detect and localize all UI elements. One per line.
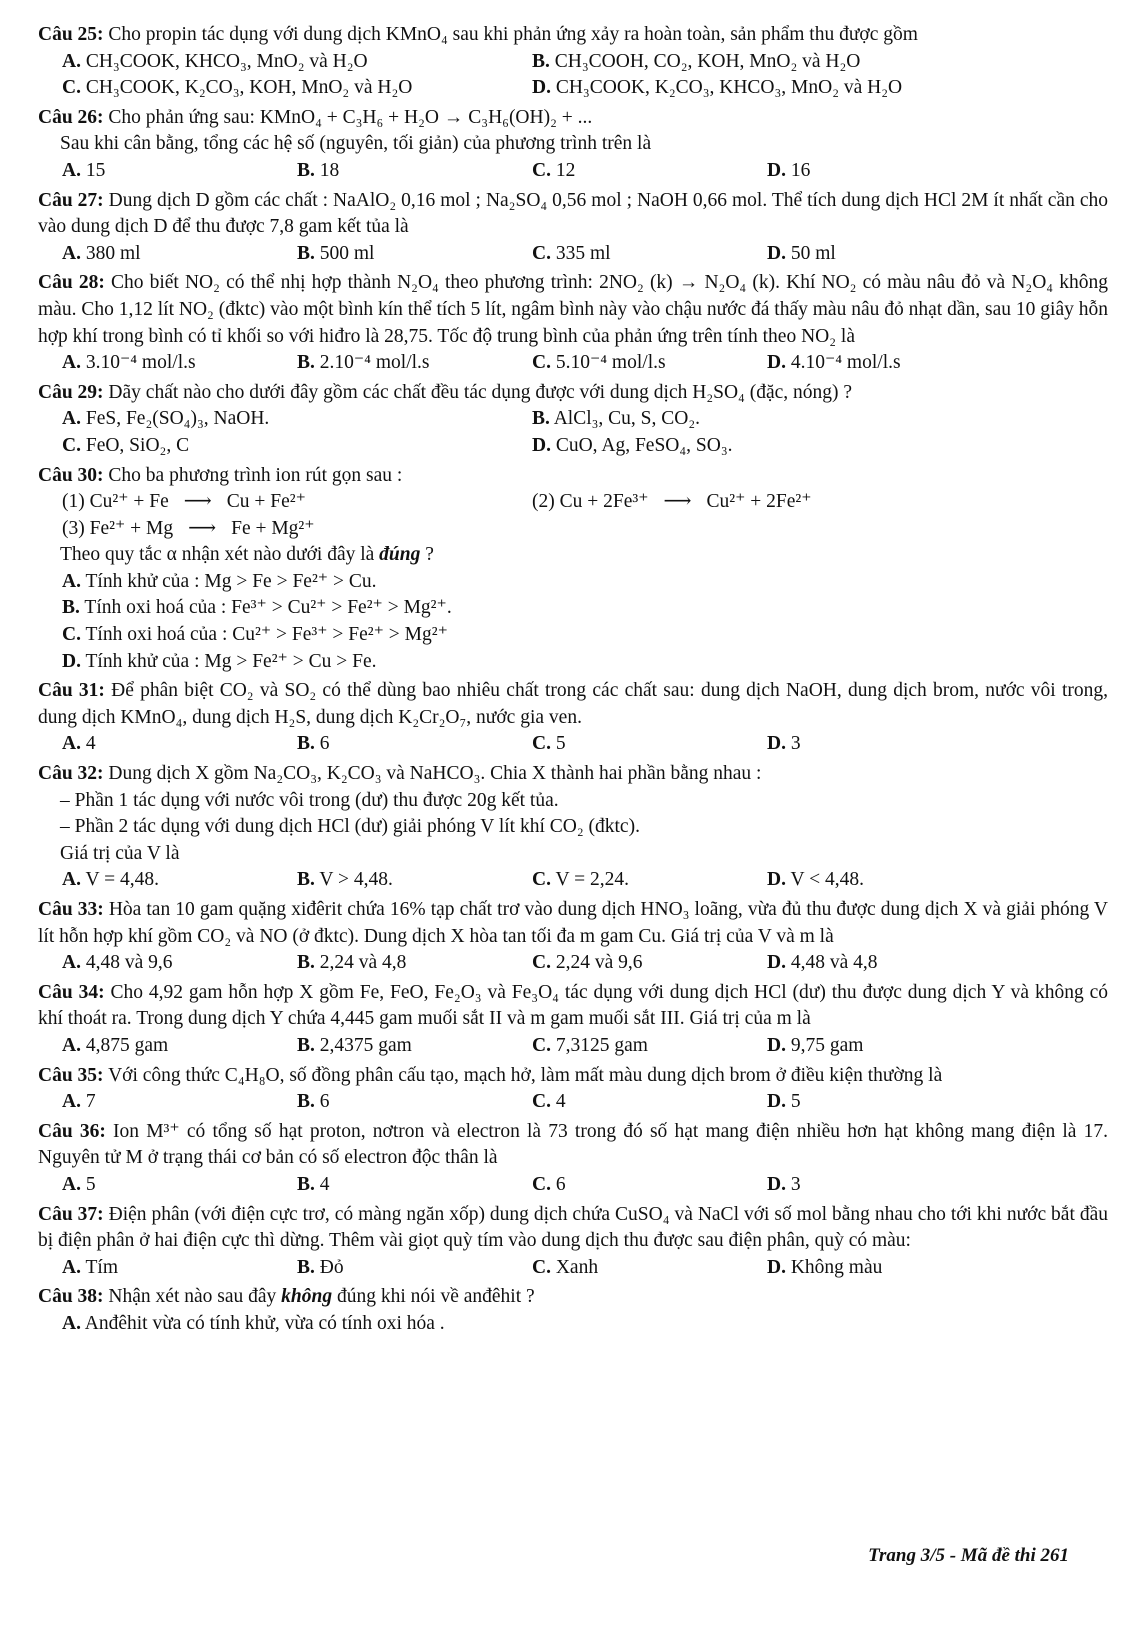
option-b: B. 2,4375 gam: [297, 1034, 412, 1056]
option-b: B. 2.10⁻⁴ mol/l.s: [297, 352, 430, 374]
question-text: Điện phân (với điện cực trơ, có màng ngăn xốp) dung dịch chứa CuSO₄ và NaCl với số mol bằng nhau cho tới khi nước bắt đầu bị điện phân ở hai điện cực thì dừng. Thêm vài giọt quỳ tím vào dung dịch thu được sau điện phân, quỳ có màu:: [38, 1203, 1109, 1252]
option-a: A. 4: [62, 733, 96, 755]
options-row: [38, 433, 1108, 460]
option-d: D. 16: [767, 159, 811, 181]
question-stem: [38, 22, 1108, 49]
option-b: B. 18: [297, 159, 340, 181]
question-number: Câu 30:: [38, 464, 104, 486]
question-stem: [38, 1063, 1108, 1090]
question-stem: [38, 761, 1108, 788]
question-stem: [38, 1119, 1108, 1172]
option-a: A. 15: [62, 159, 106, 181]
option-c: C. 5.10⁻⁴ mol/l.s: [532, 352, 666, 374]
question-text: Cho propin tác dụng với dung dịch KMnO₄ sau khi phản ứng xảy ra hoàn toàn, sản phẩm thu được gồm: [108, 24, 918, 45]
option-c: C. Xanh: [532, 1256, 599, 1278]
equations-row: [38, 489, 1108, 516]
question-text: Dung dịch D gồm các chất : NaAlO₂ 0,16 mol ; Na₂SO₄ 0,56 mol ; NaOH 0,66 mol. Thể tích dung dịch HCl 2M ít nhất cần cho vào dung dịch D để thu được 7,8 gam kết tủa là: [38, 189, 1109, 238]
question-32: [38, 761, 1108, 894]
question-26: [38, 105, 1108, 185]
options-row: [38, 75, 1108, 102]
arrow-icon: ⟶: [663, 491, 692, 513]
equation-2: (2) Cu + 2Fe³⁺ ⟶ Cu²⁺ + 2Fe²⁺: [532, 489, 1002, 516]
option-b: B. Đỏ: [297, 1256, 344, 1278]
option-c: C. 2,24 và 9,6: [532, 952, 643, 974]
question-number: Câu 26:: [38, 106, 104, 128]
equation-1: (1) Cu²⁺ + Fe ⟶ Cu + Fe²⁺: [62, 489, 532, 516]
option-a: A. V = 4,48.: [62, 869, 159, 891]
option-d: D. 3: [767, 1173, 801, 1195]
question-number: Câu 37:: [38, 1203, 104, 1225]
question-text: Cho biết NO₂ có thể nhị hợp thành N₂O₄ theo phương trình: 2NO₂ (k) → N₂O₄ (k). Khí NO₂ có màu nâu đỏ và N₂O₄ không màu. Cho 1,12 lít NO₂ (đktc) vào một bình kín thể tích 5 lít, ngâm bình này vào chậu nước đá thấy màu nâu đỏ nhạt dần, sau 10 giây hỗn hợp khí trong bình có tỉ khối so với hiđro là 28,75. Tốc độ trung bình của phản ứng trên tính theo NO₂ là: [38, 272, 1108, 347]
option-d: D. V < 4,48.: [767, 869, 864, 891]
question-text: Để phân biệt CO₂ và SO₂ có thể dùng bao nhiêu chất trong các chất sau: dung dịch NaOH, dung dịch brom, nước vôi trong, dung dịch KMnO₄, dung dịch H₂S, dung dịch K₂Cr₂O₇, nước gia ven.: [38, 680, 1108, 728]
option-a: A. 4,48 và 9,6: [62, 952, 173, 974]
option-c: C. FeO, SiO₂, C: [62, 434, 190, 456]
option-b: B. V > 4,48.: [297, 869, 393, 891]
option-d: D. 9,75 gam: [767, 1034, 864, 1056]
question-25: [38, 22, 1108, 102]
exam-page: [38, 22, 1108, 1338]
question-stem: [38, 980, 1108, 1033]
question-text: Dung dịch X gồm Na₂CO₃, K₂CO₃ và NaHCO₃. Chia X thành hai phần bằng nhau :: [108, 763, 762, 785]
question-number: Câu 35:: [38, 1064, 104, 1086]
question-prompt: Giá trị của V là: [60, 842, 180, 864]
page-footer: Trang 3/5 - Mã đề thi 261: [868, 1545, 1069, 1566]
question-number: Câu 32:: [38, 763, 104, 785]
question-34: [38, 980, 1108, 1060]
option-c: C. 7,3125 gam: [532, 1034, 648, 1056]
options-row: [38, 350, 1108, 377]
equation-3: (3) Fe²⁺ + Mg ⟶ Fe + Mg²⁺: [62, 516, 315, 543]
option-d: D. 4.10⁻⁴ mol/l.s: [767, 352, 901, 374]
question-number: Câu 36:: [38, 1120, 106, 1142]
question-text-2: Sau khi cân bằng, tổng các hệ số (nguyên, tối giản) của phương trình trên là: [60, 133, 652, 155]
question-number: Câu 28:: [38, 272, 105, 294]
question-33: [38, 897, 1108, 977]
option-c: C. Tính oxi hoá của : Cu²⁺ > Fe³⁺ > Fe²⁺ > Mg²⁺: [62, 624, 448, 646]
question-28: [38, 270, 1108, 376]
option-d: D. CuO, Ag, FeSO₄, SO₃.: [532, 434, 733, 456]
option-a: A. 4,875 gam: [62, 1034, 169, 1056]
question-text: Cho ba phương trình ion rút gọn sau :: [108, 464, 403, 486]
options-row: [38, 1255, 1108, 1282]
option-d: D. 4,48 và 4,8: [767, 952, 878, 974]
option-c: C. 4: [532, 1091, 566, 1113]
question-stem: [38, 678, 1108, 731]
question-36: [38, 1119, 1108, 1199]
part-1-text: – Phần 1 tác dụng với nước vôi trong (dư) thu được 20g kết tủa.: [60, 789, 559, 811]
arrow-icon: ⟶: [188, 517, 217, 539]
option-a: A. 5: [62, 1173, 96, 1195]
option-b: B. CH₃COOH, CO₂, KOH, MnO₂ và H₂O: [532, 50, 861, 72]
question-27: [38, 188, 1108, 268]
question-number: Câu 29:: [38, 381, 104, 403]
question-number: Câu 25:: [38, 24, 104, 45]
options-row: [38, 1089, 1108, 1116]
option-a: A. Tím: [62, 1256, 118, 1278]
option-d: D. Tính khử của : Mg > Fe²⁺ > Cu > Fe.: [62, 650, 377, 672]
emphasis-word: đúng: [379, 544, 421, 566]
option-b: B. 6: [297, 1091, 330, 1113]
options-row: [38, 49, 1108, 76]
question-text: Với công thức C₄H₈O, số đồng phân cấu tạo, mạch hở, làm mất màu dung dịch brom ở điều kiện thường là: [108, 1064, 943, 1086]
question-text: Ion M³⁺ có tổng số hạt proton, nơtron và electron là 73 trong đó số hạt mang điện nhiều hơn hạt không mang điện là 17. Nguyên tử M ở trạng thái cơ bản có số electron độc thân là: [38, 1120, 1109, 1169]
option-b: B. AlCl₃, Cu, S, CO₂.: [532, 408, 701, 430]
arrow-icon: ⟶: [183, 491, 212, 513]
option-b: B. 6: [297, 733, 330, 755]
question-stem: [38, 1202, 1108, 1255]
question-29: [38, 380, 1108, 460]
option-a: A. 3.10⁻⁴ mol/l.s: [62, 352, 196, 374]
question-text: Hòa tan 10 gam quặng xiđêrit chứa 16% tạp chất trơ vào dung dịch HNO₃ loãng, vừa đủ thu được dung dịch X và giải phóng V lít hỗn hợp khí gồm CO₂ và NO (ở đktc). Dung dịch X hòa tan tối đa m gam Cu. Giá trị của V và m là: [38, 899, 1109, 947]
option-b: B. 500 ml: [297, 242, 375, 264]
options-row: [38, 1172, 1108, 1199]
option-c: C. CH₃COOK, K₂CO₃, KOH, MnO₂ và H₂O: [62, 77, 413, 99]
option-a: A. 380 ml: [62, 242, 141, 264]
question-number: Câu 31:: [38, 680, 105, 702]
question-stem: [38, 188, 1108, 241]
option-d: D. Không màu: [767, 1256, 883, 1278]
option-a: A. CH₃COOK, KHCO₃, MnO₂ và H₂O: [62, 50, 368, 72]
question-stem: [38, 380, 1108, 407]
option-a: A. 7: [62, 1091, 96, 1113]
question-stem: Câu 38: Nhận xét nào sau đây không đúng khi nói về anđêhit ?: [38, 1286, 535, 1308]
option-c: C. V = 2,24.: [532, 869, 629, 891]
question-30: [38, 463, 1108, 676]
options-row: [38, 950, 1108, 977]
question-text: Dãy chất nào cho dưới đây gồm các chất đều tác dụng được với dung dịch H₂SO₄ (đặc, nóng) ?: [108, 381, 853, 403]
question-number: Câu 27:: [38, 189, 104, 211]
option-c: C. 5: [532, 733, 566, 755]
options-row: [38, 867, 1108, 894]
option-a: A. FeS, Fe₂(SO₄)₃, NaOH.: [62, 408, 270, 430]
option-c: C. 335 ml: [532, 242, 611, 264]
option-d: D. 5: [767, 1091, 801, 1113]
option-b: B. Tính oxi hoá của : Fe³⁺ > Cu²⁺ > Fe²⁺ > Mg²⁺.: [62, 597, 452, 619]
question-number: Câu 34:: [38, 981, 105, 1003]
question-stem: [38, 463, 1108, 490]
question-text: Cho phản ứng sau: KMnO₄ + C₃H₆ + H₂O → C₃H₆(OH)₂ + ...: [108, 106, 593, 128]
question-stem: [38, 897, 1108, 950]
question-number: Câu 38:: [38, 1286, 104, 1308]
equations-row: [38, 516, 1108, 543]
question-stem: [38, 105, 1108, 132]
emphasis-word: không: [281, 1286, 333, 1308]
question-31: [38, 678, 1108, 758]
part-2-text: – Phần 2 tác dụng với dung dịch HCl (dư) giải phóng V lít khí CO₂ (đktc).: [60, 816, 640, 838]
options-row: [38, 158, 1108, 185]
option-d: D. CH₃COOK, K₂CO₃, KHCO₃, MnO₂ và H₂O: [532, 77, 903, 99]
option-a: A. Tính khử của : Mg > Fe > Fe²⁺ > Cu.: [62, 570, 377, 592]
option-c: C. 6: [532, 1173, 566, 1195]
option-b: B. 2,24 và 4,8: [297, 952, 407, 974]
option-d: D. 3: [767, 733, 801, 755]
option-d: D. 50 ml: [767, 242, 836, 264]
question-text: Cho 4,92 gam hỗn hợp X gồm Fe, FeO, Fe₂O₃ và Fe₃O₄ tác dụng với dung dịch HCl (dư) thu được dung dịch Y và không có khí thoát ra. Trong dung dịch Y chứa 4,445 gam muối sắt II và m gam muối sắt III. Giá trị của m là: [38, 981, 1109, 1030]
question-number: Câu 33:: [38, 899, 104, 920]
option-a: A. Anđêhit vừa có tính khử, vừa có tính oxi hóa .: [62, 1312, 445, 1334]
question-38: [38, 1284, 1108, 1337]
question-37: [38, 1202, 1108, 1282]
option-b: B. 4: [297, 1173, 330, 1195]
question-prompt: Theo quy tắc α nhận xét nào dưới đây là đúng ?: [60, 544, 434, 566]
question-stem: [38, 270, 1108, 350]
options-row: [38, 731, 1108, 758]
question-35: [38, 1063, 1108, 1116]
options-row: [38, 406, 1108, 433]
options-row: [38, 241, 1108, 268]
option-c: C. 12: [532, 159, 576, 181]
options-row: [38, 1033, 1108, 1060]
